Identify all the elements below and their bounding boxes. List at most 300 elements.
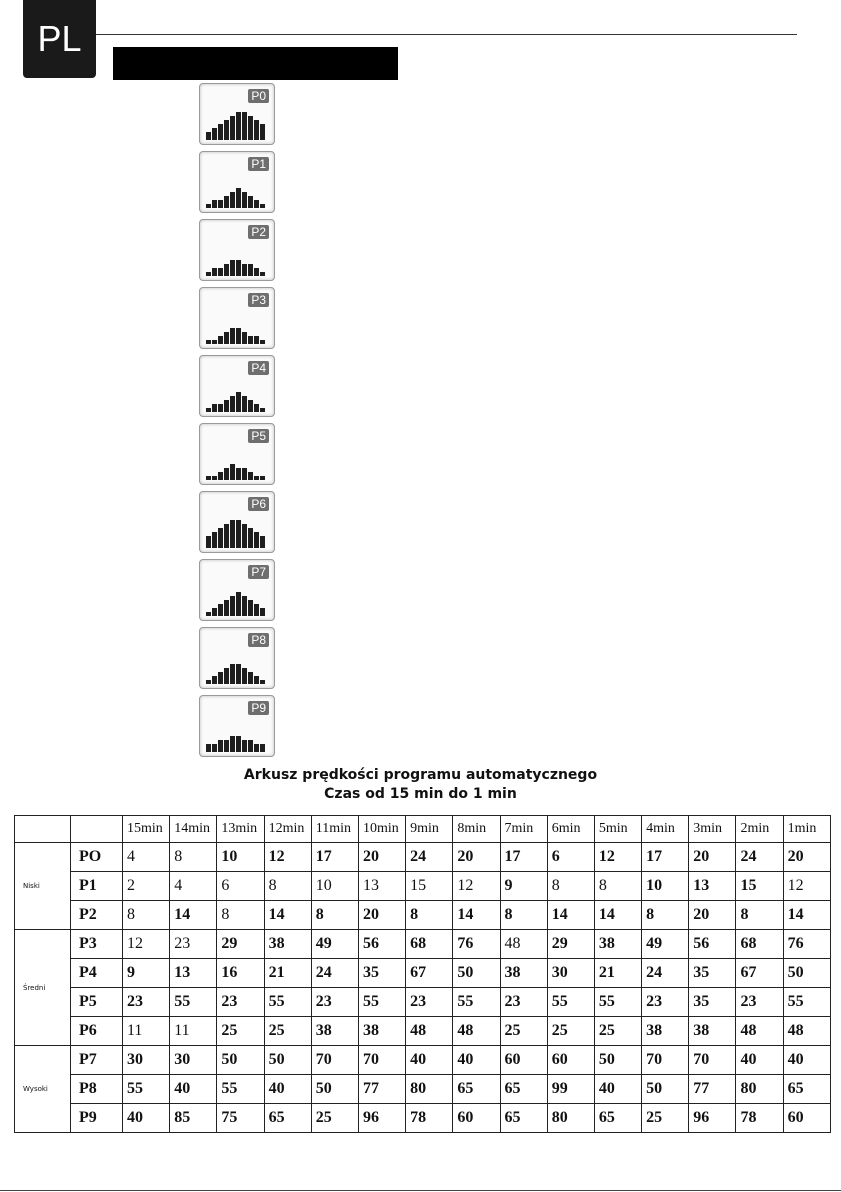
speed-value-cell: 65 (453, 1075, 500, 1104)
profile-bar (248, 116, 253, 140)
speed-value-cell: 23 (217, 988, 264, 1017)
profile-bar (260, 204, 265, 208)
profile-bar (248, 672, 253, 684)
table-row (15, 930, 831, 959)
speed-value-cell: 65 (264, 1104, 311, 1133)
table-title (0, 766, 841, 804)
profile-bar (248, 600, 253, 616)
speed-value-cell: 23 (642, 988, 689, 1017)
column-header: 8min (453, 816, 500, 843)
profile-bars-icon (206, 516, 266, 548)
profile-bar (260, 124, 265, 140)
table-row (15, 843, 831, 872)
speed-value-cell: 12 (264, 843, 311, 872)
speed-value-cell: 80 (406, 1075, 453, 1104)
speed-value-cell: 8 (123, 901, 170, 930)
program-profile-p0 (199, 83, 275, 145)
speed-value-cell: 24 (736, 843, 783, 872)
speed-value-cell: 8 (547, 872, 594, 901)
speed-value-cell: 8 (642, 901, 689, 930)
speed-value-cell: 38 (500, 959, 547, 988)
profile-bar (242, 264, 247, 276)
column-header: 14min (170, 816, 217, 843)
profile-bar (206, 272, 211, 276)
speed-value-cell: 20 (358, 901, 405, 930)
speed-value-cell: 55 (358, 988, 405, 1017)
speed-value-cell: 70 (642, 1046, 689, 1075)
speed-value-cell: 85 (170, 1104, 217, 1133)
profile-bar (254, 336, 259, 344)
speed-value-cell: 76 (453, 930, 500, 959)
speed-value-cell: 38 (594, 930, 641, 959)
column-header: 2min (736, 816, 783, 843)
program-label: P6 (248, 497, 269, 511)
profile-bar (242, 112, 247, 140)
table-row (15, 872, 831, 901)
profile-bar (218, 740, 223, 752)
speed-value-cell: 12 (594, 843, 641, 872)
program-label: P1 (248, 157, 269, 171)
profile-bar (224, 468, 229, 480)
profile-bars-icon (206, 584, 266, 616)
profile-bar (224, 400, 229, 412)
table-row (15, 1104, 831, 1133)
program-profile-p8 (199, 627, 275, 689)
speed-value-cell: 20 (358, 843, 405, 872)
profile-bars-icon (206, 380, 266, 412)
speed-value-cell: 35 (358, 959, 405, 988)
speed-value-cell: 78 (736, 1104, 783, 1133)
table-row (15, 1017, 831, 1046)
profile-bars-icon (206, 448, 266, 480)
profile-bar (224, 332, 229, 344)
profile-bar (218, 200, 223, 208)
speed-value-cell: 8 (406, 901, 453, 930)
speed-value-cell: 12 (783, 872, 830, 901)
speed-value-cell: 70 (311, 1046, 358, 1075)
speed-value-cell: 65 (783, 1075, 830, 1104)
program-name-cell: P4 (71, 959, 123, 988)
program-label: P4 (248, 361, 269, 375)
profile-bar (206, 744, 211, 752)
profile-bar (236, 112, 241, 140)
speed-value-cell: 70 (689, 1046, 736, 1075)
speed-table (14, 815, 831, 1133)
speed-value-cell: 70 (358, 1046, 405, 1075)
speed-value-cell: 20 (783, 843, 830, 872)
profile-bar (206, 408, 211, 412)
profile-bars-icon (206, 108, 266, 140)
speed-value-cell: 77 (689, 1075, 736, 1104)
profile-bar (218, 336, 223, 344)
speed-value-cell: 40 (123, 1104, 170, 1133)
speed-value-cell: 65 (500, 1075, 547, 1104)
profile-bar (236, 468, 241, 480)
profile-bar (218, 604, 223, 616)
profile-bar (254, 268, 259, 276)
column-header: 15min (123, 816, 170, 843)
profile-bar (230, 328, 235, 344)
speed-value-cell: 55 (453, 988, 500, 1017)
speed-value-cell: 17 (642, 843, 689, 872)
profile-bar (254, 604, 259, 616)
profile-bar (206, 680, 211, 684)
program-name-cell: P8 (71, 1075, 123, 1104)
speed-value-cell: 60 (783, 1104, 830, 1133)
table-header-row (15, 816, 831, 843)
intensity-group-label: Niski (15, 843, 71, 930)
speed-value-cell: 50 (594, 1046, 641, 1075)
speed-value-cell: 30 (123, 1046, 170, 1075)
program-label: P9 (248, 701, 269, 715)
profile-bar (212, 404, 217, 412)
profile-bar (242, 192, 247, 208)
column-header: 5min (594, 816, 641, 843)
intensity-group-label: Średni (15, 930, 71, 1046)
column-header: 13min (217, 816, 264, 843)
profile-bars-icon (206, 244, 266, 276)
profile-bar (206, 132, 211, 140)
program-label: P8 (248, 633, 269, 647)
profile-bar (236, 392, 241, 412)
profile-bar (218, 124, 223, 140)
speed-value-cell: 40 (406, 1046, 453, 1075)
table-row (15, 1075, 831, 1104)
profile-bar (242, 468, 247, 480)
speed-value-cell: 50 (642, 1075, 689, 1104)
profile-bar (260, 340, 265, 344)
program-profile-p3 (199, 287, 275, 349)
profile-bars-icon (206, 652, 266, 684)
corner-cell-group (15, 816, 71, 843)
profile-bar (224, 120, 229, 140)
program-name-cell: P9 (71, 1104, 123, 1133)
speed-value-cell: 75 (217, 1104, 264, 1133)
profile-bar (206, 476, 211, 480)
speed-value-cell: 50 (311, 1075, 358, 1104)
table-row (15, 1046, 831, 1075)
speed-value-cell: 20 (453, 843, 500, 872)
speed-value-cell: 25 (547, 1017, 594, 1046)
speed-value-cell: 55 (547, 988, 594, 1017)
speed-value-cell: 77 (358, 1075, 405, 1104)
speed-value-cell: 25 (500, 1017, 547, 1046)
profile-bar (230, 192, 235, 208)
speed-value-cell: 40 (170, 1075, 217, 1104)
speed-value-cell: 14 (264, 901, 311, 930)
program-name-cell: P2 (71, 901, 123, 930)
speed-value-cell: 65 (500, 1104, 547, 1133)
speed-value-cell: 23 (170, 930, 217, 959)
speed-value-cell: 50 (217, 1046, 264, 1075)
profile-bar (212, 532, 217, 548)
speed-value-cell: 96 (358, 1104, 405, 1133)
profile-bar (230, 664, 235, 684)
speed-value-cell: 48 (736, 1017, 783, 1046)
program-name-cell: P1 (71, 872, 123, 901)
profile-bar (206, 612, 211, 616)
column-header: 4min (642, 816, 689, 843)
speed-value-cell: 20 (689, 901, 736, 930)
column-header: 6min (547, 816, 594, 843)
speed-value-cell: 38 (689, 1017, 736, 1046)
profile-bar (260, 272, 265, 276)
profile-bar (242, 396, 247, 412)
speed-value-cell: 25 (594, 1017, 641, 1046)
profile-bar (218, 528, 223, 548)
profile-bar (230, 396, 235, 412)
speed-value-cell: 96 (689, 1104, 736, 1133)
speed-value-cell: 12 (123, 930, 170, 959)
program-label: P2 (248, 225, 269, 239)
speed-value-cell: 23 (311, 988, 358, 1017)
profile-bar (212, 476, 217, 480)
speed-value-cell: 14 (547, 901, 594, 930)
speed-value-cell: 99 (547, 1075, 594, 1104)
speed-value-cell: 55 (123, 1075, 170, 1104)
speed-value-cell: 65 (594, 1104, 641, 1133)
speed-value-cell: 8 (170, 843, 217, 872)
profile-bar (236, 188, 241, 208)
speed-value-cell: 24 (311, 959, 358, 988)
profile-bar (224, 600, 229, 616)
speed-value-cell: 40 (264, 1075, 311, 1104)
profile-bar (212, 608, 217, 616)
column-header: 9min (406, 816, 453, 843)
speed-value-cell: 24 (406, 843, 453, 872)
program-profile-p2 (199, 219, 275, 281)
speed-value-cell: 50 (264, 1046, 311, 1075)
profile-bar (218, 268, 223, 276)
profile-bar (206, 340, 211, 344)
profile-bar (260, 476, 265, 480)
profile-bar (224, 196, 229, 208)
profile-bar (248, 264, 253, 276)
profile-bars-icon (206, 176, 266, 208)
speed-value-cell: 23 (500, 988, 547, 1017)
profile-bar (260, 408, 265, 412)
speed-value-cell: 67 (736, 959, 783, 988)
profile-bar (254, 744, 259, 752)
speed-value-cell: 25 (217, 1017, 264, 1046)
speed-value-cell: 80 (736, 1075, 783, 1104)
speed-value-cell: 68 (736, 930, 783, 959)
speed-value-cell: 38 (264, 930, 311, 959)
profile-bar (260, 608, 265, 616)
speed-value-cell: 15 (406, 872, 453, 901)
profile-bar (236, 520, 241, 548)
speed-value-cell: 30 (170, 1046, 217, 1075)
speed-value-cell: 68 (406, 930, 453, 959)
profile-bar (230, 116, 235, 140)
profile-bar (218, 404, 223, 412)
profile-bar (236, 592, 241, 616)
speed-value-cell: 8 (500, 901, 547, 930)
speed-value-cell: 21 (264, 959, 311, 988)
program-name-cell: P3 (71, 930, 123, 959)
program-label: P3 (248, 293, 269, 307)
table-row (15, 959, 831, 988)
speed-value-cell: 35 (689, 988, 736, 1017)
profile-bar (236, 328, 241, 344)
speed-value-cell: 60 (500, 1046, 547, 1075)
table-row (15, 901, 831, 930)
speed-value-cell: 16 (217, 959, 264, 988)
program-profile-p5 (199, 423, 275, 485)
speed-value-cell: 13 (170, 959, 217, 988)
profile-bar (224, 524, 229, 548)
profile-bar (248, 740, 253, 752)
speed-value-cell: 14 (170, 901, 217, 930)
language-badge: PL (23, 0, 96, 78)
program-label: P0 (248, 89, 269, 103)
speed-value-cell: 55 (594, 988, 641, 1017)
speed-value-cell: 55 (264, 988, 311, 1017)
profile-bar (212, 268, 217, 276)
program-name-cell: P5 (71, 988, 123, 1017)
profile-bar (260, 680, 265, 684)
speed-value-cell: 29 (217, 930, 264, 959)
program-profile-p6 (199, 491, 275, 553)
profile-bar (212, 676, 217, 684)
speed-value-cell: 4 (123, 843, 170, 872)
speed-value-cell: 56 (358, 930, 405, 959)
speed-value-cell: 8 (311, 901, 358, 930)
speed-value-cell: 13 (358, 872, 405, 901)
profile-bar (218, 472, 223, 480)
speed-value-cell: 10 (217, 843, 264, 872)
speed-value-cell: 10 (642, 872, 689, 901)
profile-bar (212, 200, 217, 208)
speed-value-cell: 50 (453, 959, 500, 988)
speed-value-cell: 13 (689, 872, 736, 901)
speed-value-cell: 38 (311, 1017, 358, 1046)
speed-value-cell: 17 (311, 843, 358, 872)
speed-value-cell: 48 (453, 1017, 500, 1046)
speed-value-cell: 6 (547, 843, 594, 872)
table-title-line-2: Czas od 15 min do 1 min (324, 786, 517, 802)
speed-value-cell: 8 (217, 901, 264, 930)
profile-bar (230, 260, 235, 276)
speed-value-cell: 6 (217, 872, 264, 901)
speed-value-cell: 38 (642, 1017, 689, 1046)
program-profile-p7 (199, 559, 275, 621)
profile-bar (260, 744, 265, 752)
profile-bar (248, 472, 253, 480)
speed-value-cell: 2 (123, 872, 170, 901)
speed-value-cell: 48 (406, 1017, 453, 1046)
speed-value-cell: 25 (311, 1104, 358, 1133)
column-header: 10min (358, 816, 405, 843)
profile-bar (230, 464, 235, 480)
profile-bar (206, 204, 211, 208)
profile-bar (224, 264, 229, 276)
speed-value-cell: 49 (642, 930, 689, 959)
column-header: 3min (689, 816, 736, 843)
speed-value-cell: 14 (453, 901, 500, 930)
speed-value-cell: 49 (311, 930, 358, 959)
column-header: 11min (311, 816, 358, 843)
speed-value-cell: 29 (547, 930, 594, 959)
speed-value-cell: 80 (547, 1104, 594, 1133)
program-label: P7 (248, 565, 269, 579)
program-profile-p9 (199, 695, 275, 757)
speed-value-cell: 48 (783, 1017, 830, 1046)
column-header: 12min (264, 816, 311, 843)
profile-bar (224, 740, 229, 752)
profile-bar (230, 520, 235, 548)
program-profile-p4 (199, 355, 275, 417)
profile-bar (248, 400, 253, 412)
profile-bar (254, 120, 259, 140)
speed-value-cell: 15 (736, 872, 783, 901)
section-header-bar (113, 47, 398, 80)
profile-bar (242, 740, 247, 752)
speed-value-cell: 8 (736, 901, 783, 930)
profile-bar (248, 528, 253, 548)
program-name-cell: P7 (71, 1046, 123, 1075)
profile-bar (242, 668, 247, 684)
speed-value-cell: 11 (123, 1017, 170, 1046)
speed-value-cell: 8 (594, 872, 641, 901)
speed-value-cell: 4 (170, 872, 217, 901)
speed-value-cell: 40 (783, 1046, 830, 1075)
corner-cell-program (71, 816, 123, 843)
speed-value-cell: 50 (783, 959, 830, 988)
column-header: 1min (783, 816, 830, 843)
profile-bar (230, 736, 235, 752)
speed-value-cell: 9 (123, 959, 170, 988)
speed-value-cell: 55 (783, 988, 830, 1017)
speed-value-cell: 12 (453, 872, 500, 901)
speed-value-cell: 60 (453, 1104, 500, 1133)
speed-value-cell: 55 (170, 988, 217, 1017)
speed-value-cell: 14 (594, 901, 641, 930)
profile-bar (236, 260, 241, 276)
speed-value-cell: 35 (689, 959, 736, 988)
speed-value-cell: 60 (547, 1046, 594, 1075)
program-name-cell: P6 (71, 1017, 123, 1046)
speed-value-cell: 25 (642, 1104, 689, 1133)
profile-bar (236, 664, 241, 684)
profile-bar (254, 532, 259, 548)
profile-bar (236, 736, 241, 752)
speed-value-cell: 56 (689, 930, 736, 959)
profile-bar (254, 404, 259, 412)
profile-bar (212, 744, 217, 752)
footer-rule (0, 1190, 841, 1191)
speed-value-cell: 76 (783, 930, 830, 959)
intensity-group-label: Wysoki (15, 1046, 71, 1133)
program-label: P5 (248, 429, 269, 443)
speed-value-cell: 55 (217, 1075, 264, 1104)
profile-bar (260, 536, 265, 548)
speed-value-cell: 23 (123, 988, 170, 1017)
profile-bar (242, 332, 247, 344)
speed-value-cell: 8 (264, 872, 311, 901)
profile-bar (254, 476, 259, 480)
profile-bar (230, 596, 235, 616)
speed-value-cell: 10 (311, 872, 358, 901)
profile-bars-icon (206, 720, 266, 752)
speed-value-cell: 67 (406, 959, 453, 988)
program-profile-p1 (199, 151, 275, 213)
profile-bar (248, 336, 253, 344)
header-rule (96, 34, 797, 35)
profile-bar (254, 676, 259, 684)
speed-value-cell: 14 (783, 901, 830, 930)
profile-bar (242, 524, 247, 548)
